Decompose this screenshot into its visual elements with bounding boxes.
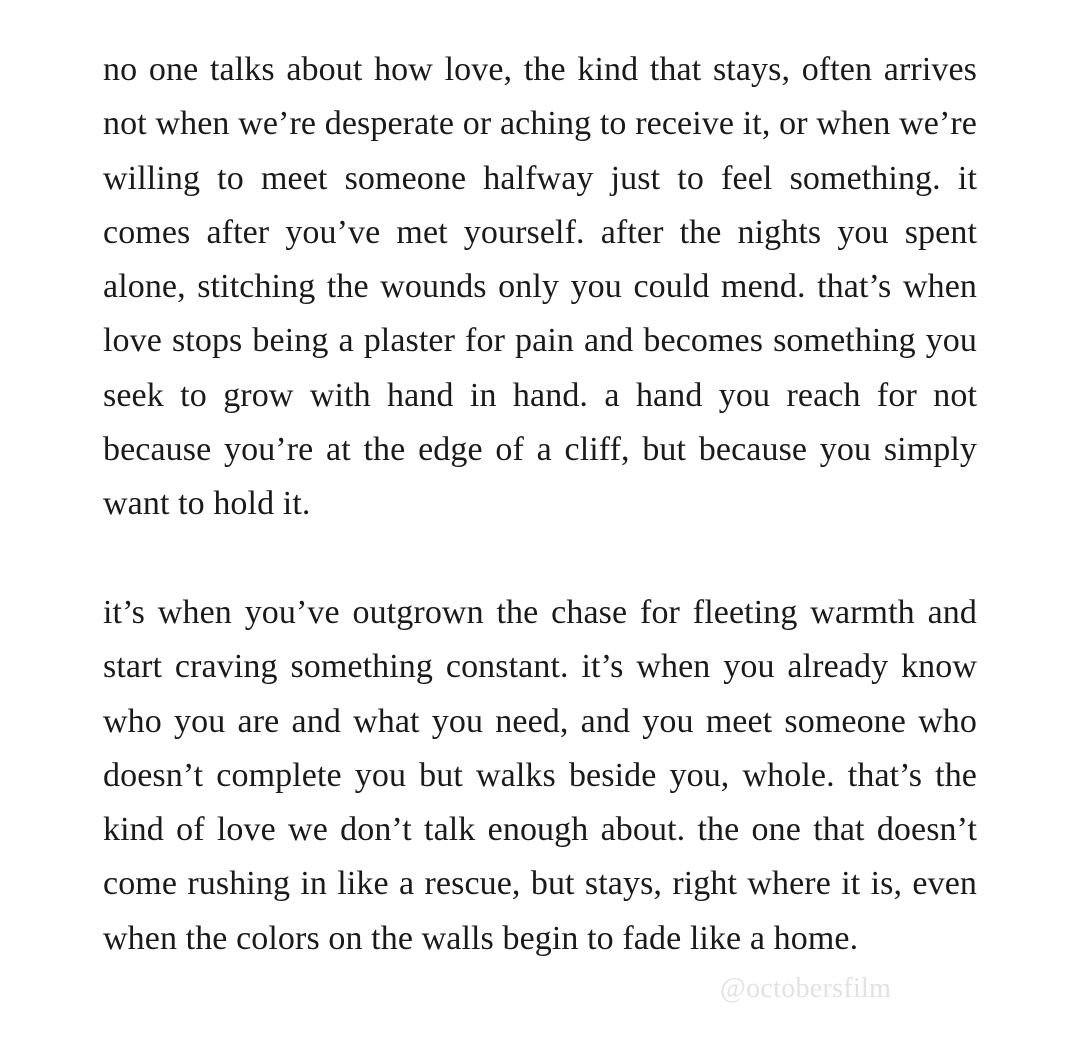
- paragraph-2: it’s when you’ve outgrown the chase for fleeting warmth and start craving something constant. it’s when you already know who you are and what you need, and you meet someone who doesn’t complete you but walks beside you, whole. that’s the kind of love we don’t talk enough about. the one that doesn’t come rushing in like a rescue, but stays, right where it is, even when the colors on the walls begin to fade like a home.: [103, 593, 977, 957]
- watermark: @octobersfilm: [720, 973, 892, 1004]
- paragraph-1: no one talks about how love, the kind that stays, often arrives not when we’re desperate or aching to receive it, or when we’re willing to meet someone halfway just to feel something. it comes after you’ve met yourself. after the nights you spent alone, stitching the wounds only you could mend. that’s when love stops being a plaster for pain and becomes something you seek to grow with hand in hand. a hand you reach for not because you’re at the edge of a cliff, but because you simply want to hold it.: [103, 51, 977, 523]
- text-body: [103, 43, 977, 966]
